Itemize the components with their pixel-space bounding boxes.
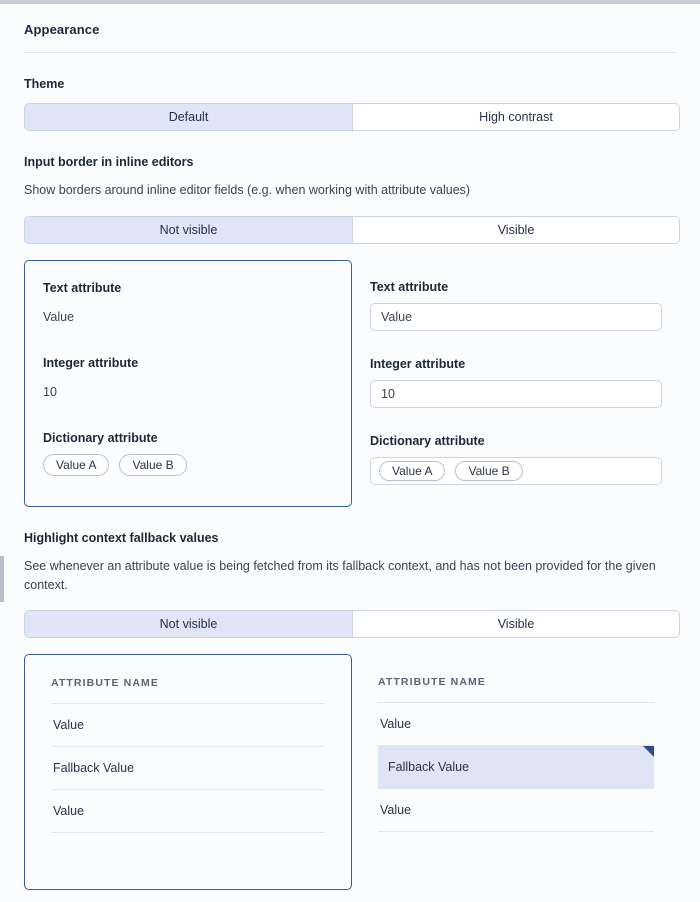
left-edge-marker — [0, 556, 4, 602]
appearance-settings-page — [0, 4, 700, 902]
input-border-preview-visible — [352, 260, 680, 507]
preview-right-text-attribute-input[interactable]: Value — [370, 303, 662, 331]
fallback-right-row-2-label: Fallback Value — [388, 760, 470, 775]
preview-right-dictionary-input[interactable] — [370, 457, 662, 485]
chip-value-b[interactable]: Value B — [455, 461, 522, 481]
fallback-right-row-3: Value — [378, 789, 654, 832]
fallback-left-row-2: Fallback Value — [51, 747, 325, 790]
preview-left-integer-attribute-value[interactable]: 10 — [43, 384, 57, 399]
fallback-preview-not-visible — [24, 654, 352, 890]
theme-option-default[interactable]: Default — [25, 104, 352, 130]
fallback-left-row-1: Value — [51, 704, 325, 747]
fallback-option-visible[interactable]: Visible — [352, 611, 679, 637]
input-border-option-not-visible[interactable]: Not visible — [25, 217, 352, 243]
fallback-right-row-2 — [378, 746, 654, 789]
chip-value-a[interactable]: Value A — [379, 461, 445, 481]
page-title: Appearance — [24, 22, 100, 37]
chip-value-a[interactable]: Value A — [43, 454, 109, 476]
preview-right-dictionary-attribute-label: Dictionary attribute — [370, 433, 485, 448]
input-border-option-visible[interactable]: Visible — [352, 217, 679, 243]
preview-right-integer-attribute-label: Integer attribute — [370, 356, 466, 371]
preview-left-dictionary-attribute-label: Dictionary attribute — [43, 430, 158, 445]
theme-option-high-contrast[interactable]: High contrast — [352, 104, 679, 130]
theme-label: Theme — [24, 77, 65, 91]
chip-value-b[interactable]: Value B — [119, 454, 186, 476]
input-border-preview-row — [24, 260, 680, 507]
input-border-preview-not-visible — [24, 260, 352, 507]
fallback-right-column-header: ATTRIBUTE NAME — [378, 676, 654, 703]
fallback-segmented-control[interactable] — [24, 610, 680, 638]
input-border-segmented-control[interactable] — [24, 216, 680, 244]
fallback-left-row-3: Value — [51, 790, 325, 833]
preview-left-text-attribute-label: Text attribute — [43, 280, 122, 295]
input-border-label: Input border in inline editors — [24, 155, 194, 169]
fallback-preview-visible — [352, 654, 680, 890]
fallback-left-column-header: ATTRIBUTE NAME — [51, 677, 325, 704]
preview-right-text-attribute-label: Text attribute — [370, 279, 449, 294]
fallback-label: Highlight context fallback values — [24, 530, 219, 545]
fallback-corner-marker-icon — [643, 746, 654, 757]
preview-left-integer-attribute-label: Integer attribute — [43, 355, 139, 370]
fallback-right-row-1: Value — [378, 703, 654, 746]
fallback-right-spacer — [378, 832, 654, 862]
preview-left-text-attribute-value[interactable]: Value — [43, 309, 75, 324]
preview-right-integer-attribute-input[interactable]: 10 — [370, 380, 662, 408]
preview-left-dictionary-chips — [43, 454, 333, 476]
fallback-left-spacer — [51, 833, 325, 863]
fallback-description: See whenever an attribute value is being fetched from its fallback context, and has not been provided for the given context. — [24, 558, 656, 592]
fallback-preview-row — [24, 654, 680, 890]
theme-segmented-control[interactable] — [24, 103, 680, 131]
input-border-description: Show borders around inline editor fields (e.g. when working with attribute values) — [24, 183, 471, 197]
fallback-option-not-visible[interactable]: Not visible — [25, 611, 352, 637]
title-divider — [24, 52, 676, 53]
